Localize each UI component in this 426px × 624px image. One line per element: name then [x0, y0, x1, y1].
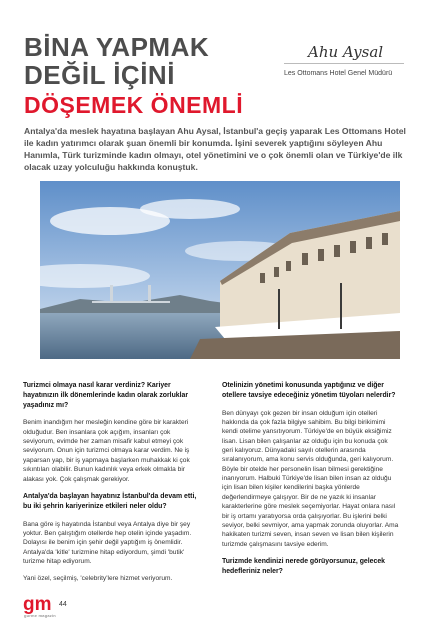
- answer-2: Bana göre iş hayatında İstanbul veya Antalya diye bir şey yoktur. Ben çalıştığım otellerde hep otelin içinde yaşadım. Dolayısı ile benim için şehir değil yaptığım iş önemlidir. Antalya'da 'kitle' turizmine hitap ediyordum, şimdi 'butik' turizme hitap ediyorum.: [23, 520, 192, 565]
- title-line-3: DÖŞEMEK ÖNEMLİ: [24, 92, 244, 118]
- hotel-photo: [40, 181, 400, 359]
- signature-rule: [284, 63, 404, 64]
- question-2: Antalya'da başlayan hayatınız İstanbul'da devam etti, bu iki şehrin kariyerinize etkileri neler oldu?: [23, 492, 197, 510]
- answer-1: Benim inandığım her mesleğin kendine göre bir karakteri olduğudur. Ben insanlara çok açığım, insanları çok seviyorum, evimde her zaman misafir kabul etmeyi çok seviyorum. Onun için turizmci olmaya karar verdim. Ne iş yaparsan yap, bir iş yapmaya başlarken muhakkak ki çok sıkıntıları olabilir. Bunun kadınlık veya erkek olmakla bir alakası yok. Çok çalışmak gerekiyor.: [23, 419, 190, 483]
- intro-paragraph: Antalya'da meslek hayatına başlayan Ahu Aysal, İstanbul'a geçiş yaparak Les Ottomans Hotel ile kadın yatırımcı olarak şuan önemli bir konumda. İşini severek yaptığını söyleyen Ahu Hanımla, Türk turizminde kadın olmayı, otel yönetimini ve o çok önemli olan ve Türkiye'de ilk olacak uzay yolculuğu hakkında konuştuk.: [24, 126, 406, 172]
- signature: Ahu Aysal: [308, 43, 384, 61]
- answer-3: Ben dünyayı çok gezen bir insan olduğum için otelleri hakkında da çok fazla bilgiye sahibim. Bu bilgi birikimimi kendi otelime yansıtıyorum. Türkiye'de en büyük eksiğimiz lisan. Lisan bilen çalışanlar az olduğu için bu konuda çok geri kalıyoruz. Dünyadaki sayılı otellerin arasında sıralanıyorum, ama konu servis olduğunda, geri kalıyorum. Böyle bir otelde her personelin lisan bilmesi gerektiğine inanıyorum. Halbuki Türkiye'de lisan bilen insan az olduğu için lisan bilen kişiler kendilerini başka yönlerde değerlendirmeye çalışıyor. Bir de ne yazık ki insanlar karakterlerine göre meslek seçemiyorlar. Hayat onlara nasıl bir iş ortamı yaratıyorsa orda çalışıyorlar. Bu işlerini belki seviyor, belki sevmiyor, ama yapmak zorunda oluyorlar. Ama hakikaten turizmi seven, insan seven ve lisan bilen kişilerin turizmde çalışmasını tavsiye ederim.: [222, 409, 399, 548]
- title-line-1: BİNA YAPMAK: [24, 32, 210, 62]
- answer-2b: Yani özel, seçilmiş, 'celebrity'lere hizmet veriyorum.: [23, 575, 173, 583]
- author-role: Les Ottomans Hotel Genel Müdürü: [284, 70, 393, 77]
- left-column: [23, 381, 201, 592]
- title-line-2: DEĞİL İÇİNİ: [24, 60, 175, 90]
- question-4: Turizmde kendinizi nerede görüyorsunuz, gelecek hedefleriniz neler?: [222, 557, 385, 575]
- page-number: 44: [59, 601, 67, 608]
- magazine-logo: gm gurme magazin: [23, 594, 56, 618]
- question-3: Otelinizin yönetimi konusunda yaptığınız ve diğer otellere tavsiye edeceğiniz yönetim tüyoları nelerdir?: [222, 382, 396, 399]
- question-1: Turizmci olmaya nasıl karar verdiniz? Kariyer hayatınızın ilk dönemlerinde kadın olarak zorluklar yaşadınız mı?: [23, 382, 189, 409]
- right-column: [222, 381, 400, 585]
